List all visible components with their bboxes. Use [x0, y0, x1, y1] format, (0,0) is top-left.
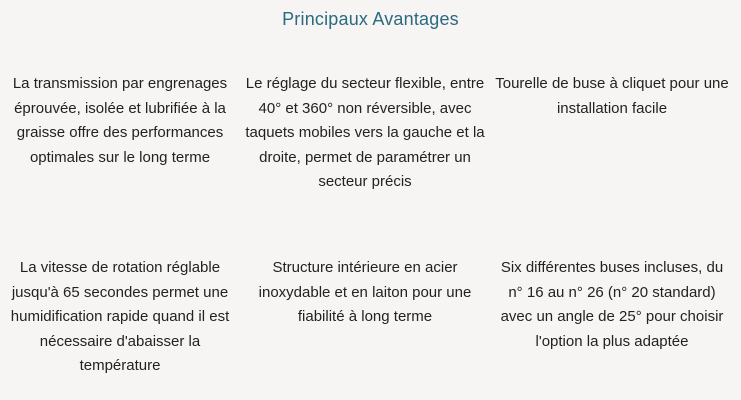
- advantage-nozzles-included: Six différentes buses incluses, du n° 16 au n° 26 (n° 20 standard) avec un angle de 25° pour choisir l'option la plus adaptée: [500, 259, 724, 350]
- advantage-stainless-structure: Structure intérieure en acier inoxydable et en laiton pour une fiabilité à long terme: [258, 259, 472, 325]
- advantage-gear-transmission: La transmission par engrenages éprouvée, isolée et lubrifiée à la graisse offre des performances optimales sur le long terme: [12, 75, 228, 166]
- advantage-rotation-speed: La vitesse de rotation réglable jusqu'à 65 secondes permet une humidification rapide quand il est nécessaire d'abaisser la température: [10, 259, 230, 374]
- advantage-sector-adjustment: Le réglage du secteur flexible, entre 40° et 360° non réversible, avec taquets mobiles vers la gauche et la droite, permet de paramétrer un secteur précis: [245, 75, 485, 190]
- advantage-nozzle-turret: Tourelle de buse à cliquet pour une installation facile: [495, 75, 729, 117]
- section-title: Principaux Avantages: [282, 9, 459, 29]
